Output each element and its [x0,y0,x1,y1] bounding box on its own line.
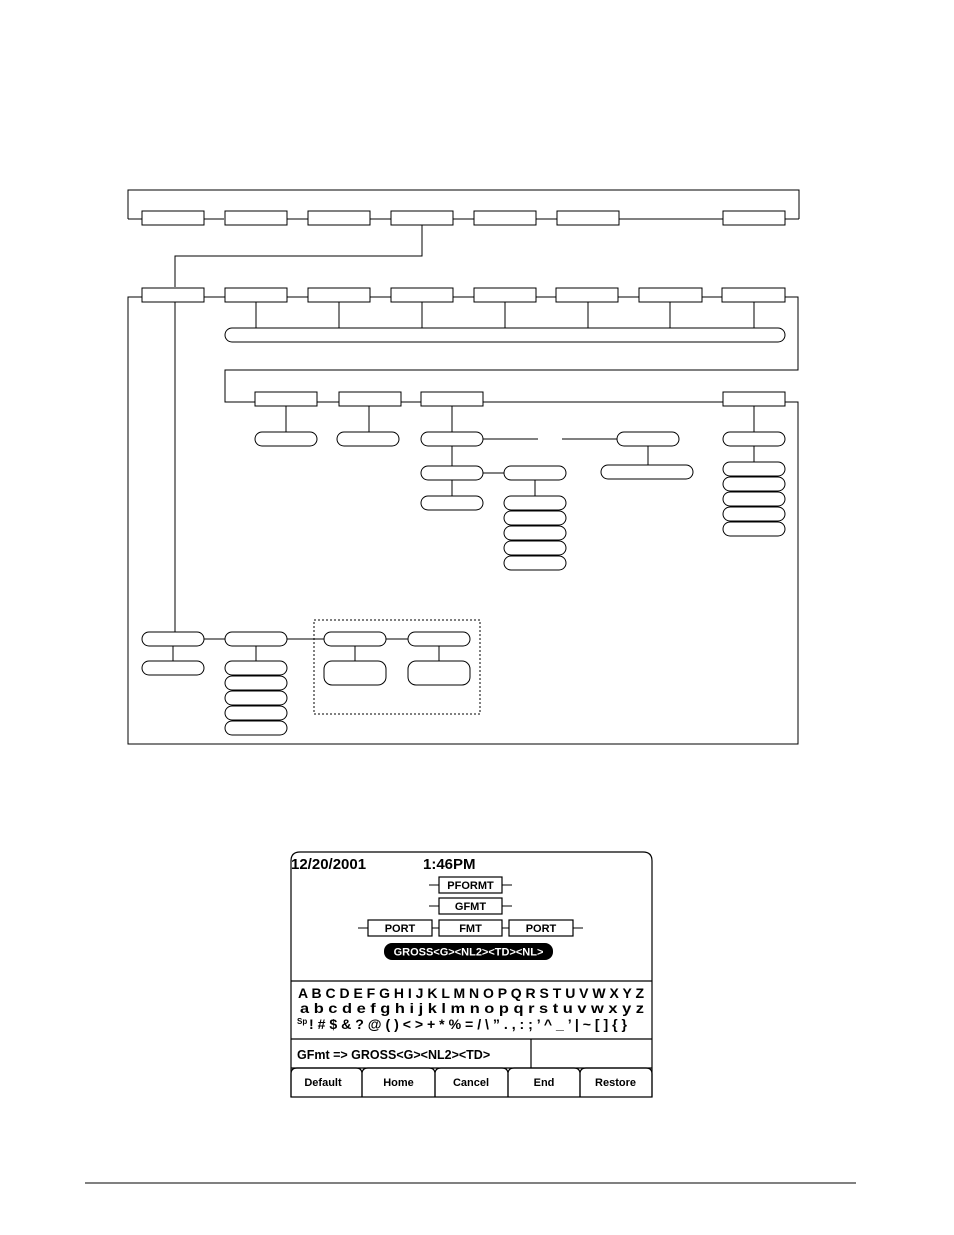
sub-menu-box-2 [225,288,287,302]
softkey-cancel[interactable]: Cancel [452,1077,490,1089]
dashed-box-2 [408,632,470,646]
softkey-default[interactable]: Default [304,1077,342,1089]
screen-time: 1:46PM [423,856,476,873]
dashed-option-2 [408,661,470,685]
option-stack-b-4 [723,507,785,521]
option-stack-b-3 [723,492,785,506]
option-stack-c-1 [225,661,287,675]
option-stack-a-3 [504,526,566,540]
screen-tree-label-port-right: PORT [525,923,557,935]
top-menu-box-1 [142,211,204,225]
top-menu-box-6 [557,211,619,225]
option-stack-b-1 [723,462,785,476]
param-box-6 [504,466,566,480]
sub-menu-box-4 [391,288,453,302]
option-stack-c-4 [225,706,287,720]
option-stack-b-2 [723,477,785,491]
screen-tree-value: GROSS<G><NL2><TD><NL> [393,946,544,959]
screen-date: 12/20/2001 [291,856,367,873]
sub-menu-box-3 [308,288,370,302]
sub-menu-group [128,288,798,744]
sub-menu-wrap-connector [225,297,798,402]
top-menu-bracket [128,190,799,219]
dashed-box-1 [324,632,386,646]
dashed-option-1 [324,661,386,685]
sub-menu-box-5 [474,288,536,302]
top-to-sub-connector [175,225,422,287]
top-menu-box-3 [308,211,370,225]
screen-tree-label-fmt: FMT [459,923,482,935]
top-menu-group [128,190,799,287]
option-stack-c-5 [225,721,287,735]
sub-menu-box-1 [142,288,204,302]
bottom-branch-group [142,620,480,735]
softkey-restore[interactable]: Restore [595,1077,636,1089]
option-stack-a-4 [504,541,566,555]
top-menu-box-4 [391,211,453,225]
param-box-2 [337,432,399,446]
option-stack-b-5 [723,522,785,536]
top-menu-box-2 [225,211,287,225]
third-level-box-2 [339,392,401,406]
bottom-box-1 [142,632,204,646]
sub-menu-box-8 [722,288,785,302]
screen-tree-label-pformt: PFORMT [447,880,494,892]
screen-tree-label-port-left: PORT [384,923,416,935]
softkey-end[interactable]: End [533,1077,555,1089]
screen-tree-label-gfmt: GFMT [454,901,487,913]
option-stack-a-2 [504,511,566,525]
param-option-wide [601,465,693,479]
option-stack-a-1 [504,496,566,510]
screen-entry-line: GFmt => GROSS<G><NL2><TD> [297,1048,491,1062]
keyboard-space-key[interactable]: Sp [297,1017,308,1026]
third-level-box-4 [723,392,785,406]
keyboard-row-symbols[interactable]: ! # $ & ? @ ( ) < > + * % = / \ ” . , : ; ’ ^ _ ’ | ~ [ ] { } [309,1016,628,1032]
keyboard-row-uppercase[interactable]: A B C D E F G H I J K L M N O P Q R S T U V W X Y Z [298,985,645,1001]
top-menu-box-7 [723,211,785,225]
softkey-home[interactable]: Home [383,1077,414,1089]
third-level-box-3 [421,392,483,406]
third-level-group [255,392,785,570]
param-box-7 [723,432,785,446]
option-stack-c-2 [225,676,287,690]
option-stack-a-5 [504,556,566,570]
param-box-1 [255,432,317,446]
sub-menu-box-6 [556,288,618,302]
sub-menu-box-7 [639,288,702,302]
option-stack-c-3 [225,691,287,705]
bottom-option-1 [142,661,204,675]
param-box-4 [617,432,679,446]
third-level-box-1 [255,392,317,406]
keyboard-row-lowercase[interactable]: a b c d e f g h i j k l m n o p q r s t u v w x y z [300,1000,644,1016]
param-box-3 [421,432,483,446]
bottom-box-2 [225,632,287,646]
dashed-optional-region [314,620,480,714]
shared-parameter-bar [225,328,785,342]
top-menu-box-5 [474,211,536,225]
param-box-5 [421,466,483,480]
param-option-1 [421,496,483,510]
